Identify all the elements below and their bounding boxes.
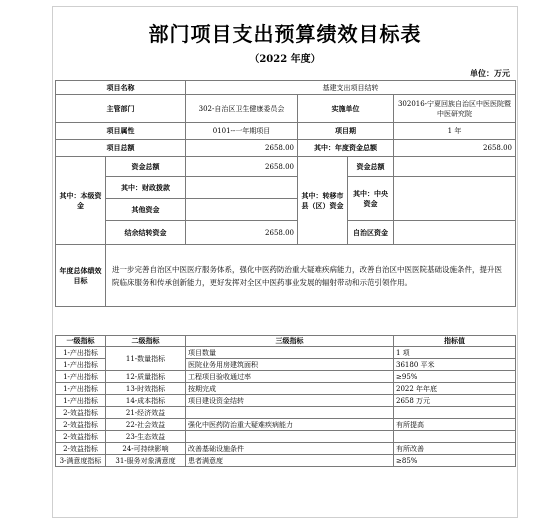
other-funds-label: 其他资金 (106, 199, 186, 221)
table-row (56, 455, 516, 467)
project-name-label: 项目名称 (56, 81, 186, 95)
region-funds-value (394, 221, 516, 245)
unit-label: 单位：万元 (470, 68, 510, 78)
budget-info-table (55, 80, 516, 307)
indicator-header-l3: 三级指标 (186, 336, 394, 347)
year-total-value: 2658.00 (394, 140, 516, 157)
project-total-label: 项目总额 (56, 140, 186, 157)
year-total-label: 其中：年度资金总额 (298, 140, 394, 157)
indicator-l3: 项目建设资金结转 (186, 395, 394, 407)
transfer-funds-label: 其中：转移市县（区）资金 (298, 157, 348, 245)
indicator-l3 (186, 407, 394, 419)
carryover-value: 2658.00 (186, 221, 298, 245)
table-row (56, 407, 516, 419)
indicator-l3: 患者满意度 (186, 455, 394, 467)
project-total-value: 2658.00 (186, 140, 298, 157)
indicator-l1: 1-产出指标 (56, 371, 106, 383)
central-funds-label: 其中：中央资金 (348, 177, 394, 221)
indicator-l1: 1-产出指标 (56, 359, 106, 371)
indicator-l3 (186, 431, 394, 443)
fiscal-year: （2022 年度） (249, 54, 321, 65)
transfer-total-label: 资金总额 (348, 157, 394, 177)
region-funds-label: 自治区资金 (348, 221, 394, 245)
dept-value: 302-自治区卫生健康委员会 (186, 95, 298, 123)
indicator-l2: 14-成本指标 (106, 395, 186, 407)
carryover-label: 结余结转资金 (106, 221, 186, 245)
self-funds-label: 其中：本级资金 (56, 157, 106, 245)
funds-total-value: 2658.00 (186, 157, 298, 177)
table-row (56, 371, 516, 383)
goal-label: 年度总体绩效目标 (56, 245, 106, 307)
table-row (56, 419, 516, 431)
fiscal-label: 其中：财政拨款 (106, 177, 186, 199)
indicator-value: 36180 平米 (394, 359, 516, 371)
indicator-l2: 11-数量指标 (106, 347, 186, 371)
goal-text: 进一步完善自治区中医医疗服务体系，强化中医药防治重大疑难疾病能力，改善自治区中医医院基础设施条件，提升医院临床服务和传承创新能力，更好发挥对全区中医药事业发展的辐射带动和示范引领作用。 (106, 245, 516, 307)
indicator-l1: 1-产出指标 (56, 383, 106, 395)
indicator-l3: 医院业务用房建筑面积 (186, 359, 394, 371)
indicator-value: 2658 万元 (394, 395, 516, 407)
indicator-l2: 24-可持续影响 (106, 443, 186, 455)
indicator-l3: 改善基础设施条件 (186, 443, 394, 455)
table-row (56, 431, 516, 443)
indicator-header-l1: 一级指标 (56, 336, 106, 347)
indicator-l2: 12-质量指标 (106, 371, 186, 383)
indicator-l1: 2-效益指标 (56, 443, 106, 455)
indicators-table (55, 335, 516, 467)
page-title: 部门项目支出预算绩效目标表 (148, 22, 422, 46)
table-row (56, 443, 516, 455)
indicator-value (394, 431, 516, 443)
indicator-l3: 项目数量 (186, 347, 394, 359)
attr-label: 项目属性 (56, 123, 186, 140)
project-name-value: 基建支出项目结转 (186, 81, 516, 95)
indicator-header-value: 指标值 (394, 336, 516, 347)
indicator-l1: 1-产出指标 (56, 395, 106, 407)
table-row (56, 383, 516, 395)
fiscal-value (186, 177, 298, 199)
period-value: 1 年 (394, 123, 516, 140)
indicator-header-l2: 二级指标 (106, 336, 186, 347)
indicator-l2: 22-社会效益 (106, 419, 186, 431)
central-funds-value (394, 177, 516, 221)
table-row (56, 347, 516, 359)
indicator-l2: 23-生态效益 (106, 431, 186, 443)
indicator-l1: 2-效益指标 (56, 419, 106, 431)
indicator-l3: 强化中医药防治重大疑难疾病能力 (186, 419, 394, 431)
indicator-l1: 2-效益指标 (56, 431, 106, 443)
indicator-value: ≥95% (394, 371, 516, 383)
indicator-value: ≥85% (394, 455, 516, 467)
indicator-value: 1 项 (394, 347, 516, 359)
transfer-total-value (394, 157, 516, 177)
impl-unit-value: 302016-宁夏回族自治区中医医院暨中医研究院 (394, 95, 516, 123)
other-funds-value (186, 199, 298, 221)
indicator-l2: 31-服务对象满意度 (106, 455, 186, 467)
indicator-l2: 13-时效指标 (106, 383, 186, 395)
indicator-l1: 1-产出指标 (56, 347, 106, 359)
indicator-l1: 2-效益指标 (56, 407, 106, 419)
indicator-l3: 工程项目验收通过率 (186, 371, 394, 383)
dept-label: 主管部门 (56, 95, 186, 123)
indicator-l1: 3-满意度指标 (56, 455, 106, 467)
indicator-value: 2022 年年底 (394, 383, 516, 395)
table-row (56, 395, 516, 407)
funds-total-label: 资金总额 (106, 157, 186, 177)
indicator-value: 有所改善 (394, 443, 516, 455)
indicator-value (394, 407, 516, 419)
indicator-l3: 按期完成 (186, 383, 394, 395)
attr-value: 0101--一年期项目 (186, 123, 298, 140)
indicator-l2: 21-经济效益 (106, 407, 186, 419)
indicator-value: 有所提高 (394, 419, 516, 431)
impl-unit-label: 实施单位 (298, 95, 394, 123)
period-label: 项目期 (298, 123, 394, 140)
